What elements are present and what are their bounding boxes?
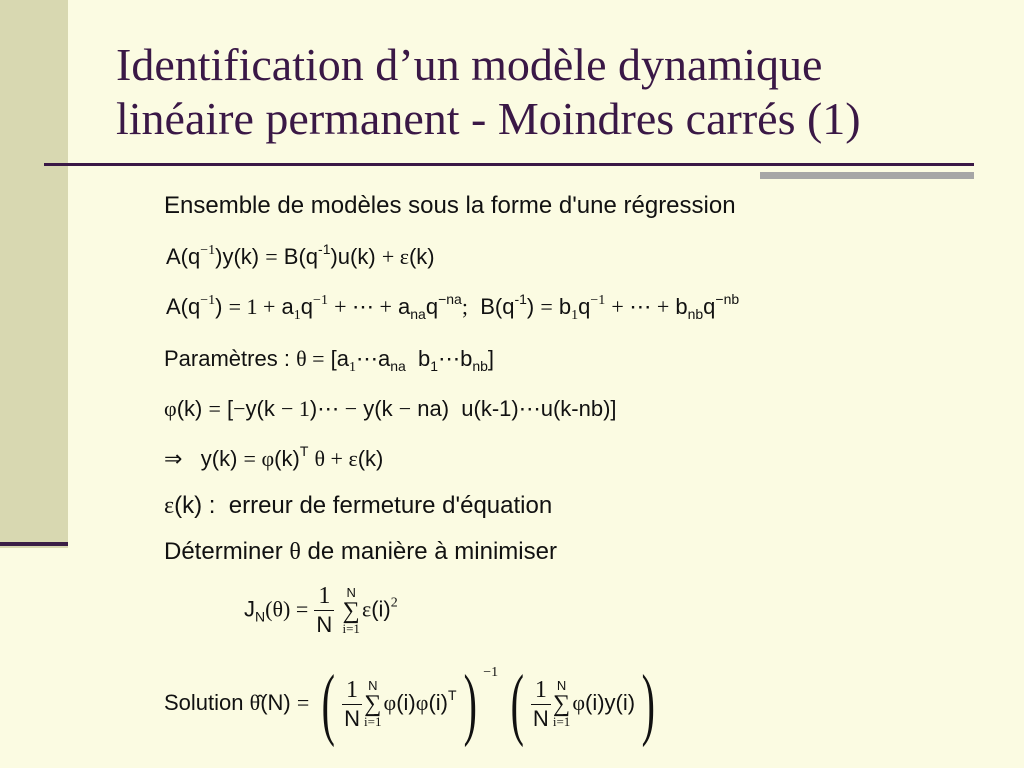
error-label: (k) : xyxy=(174,492,216,519)
parameters-label: Paramètres : xyxy=(164,346,290,371)
polynomial-definitions: $A(q^{-1}) = 1 + a_1q^{-1}$ + ⋯ + $a_{na}q^{-na}$; $B(q^{-1}) = b_1q^{-1}$ + ⋯ + $b_{nb}q^{-nb}$ xyxy=(166,291,740,323)
intro-text: Ensemble de modèles sous la forme d'une régression xyxy=(164,192,736,219)
title-line-1: Identification d’un modèle dynamique xyxy=(116,39,823,90)
sum-symbol: N ∑ i=1 xyxy=(342,584,360,636)
regressor-definition: φ(k) = [−y(k − 1)⋯ − y(k − na) u(k-1)⋯u(k-nb)] xyxy=(164,396,617,421)
objective-statement: Déterminer θ de manière à minimiser xyxy=(164,538,557,565)
least-squares-criterion: $J_N(\theta)$ = $\frac{1}{N}$ N ∑ $i=1\varepsilon(i)^2$ xyxy=(244,583,398,637)
sidebar-accent-line xyxy=(0,542,68,546)
regression-form: ⇒ $y(k) = \varphi(k)^T$ θ + ε(k) xyxy=(164,443,384,471)
model-equation: $A(q^{-1})y(k) = B(q^{-1})u(k) + \varepsilon(k)$ xyxy=(166,241,435,269)
error-definition: ε(k) : erreur de fermeture d'équation xyxy=(164,492,553,519)
fraction-one-over-n: $\frac{1}{N}$ xyxy=(314,582,334,639)
title-line-2: linéaire permanent - Moindres carrés (1) xyxy=(116,93,861,144)
title-underline xyxy=(44,163,974,166)
slide-title xyxy=(116,38,1016,146)
solution-equation: Solution θ̂(N) = ( $\frac{1}{N}$ N ∑ $i=1\varphi(i)\varphi(i)^T$) $^{-1}$ ( $\frac{1}{N}$ N ∑ i=1φ(i)y(i)) xyxy=(164,660,656,748)
sidebar-band xyxy=(0,0,68,548)
parameters-definition: Paramètres : $\theta = [a_1\cdots a_{na}$ $b_1\cdots b_{nb}$] xyxy=(164,346,495,375)
title-underline-accent xyxy=(760,172,974,179)
error-text: erreur de fermeture d'équation xyxy=(228,492,553,519)
solution-label: Solution xyxy=(164,689,244,715)
